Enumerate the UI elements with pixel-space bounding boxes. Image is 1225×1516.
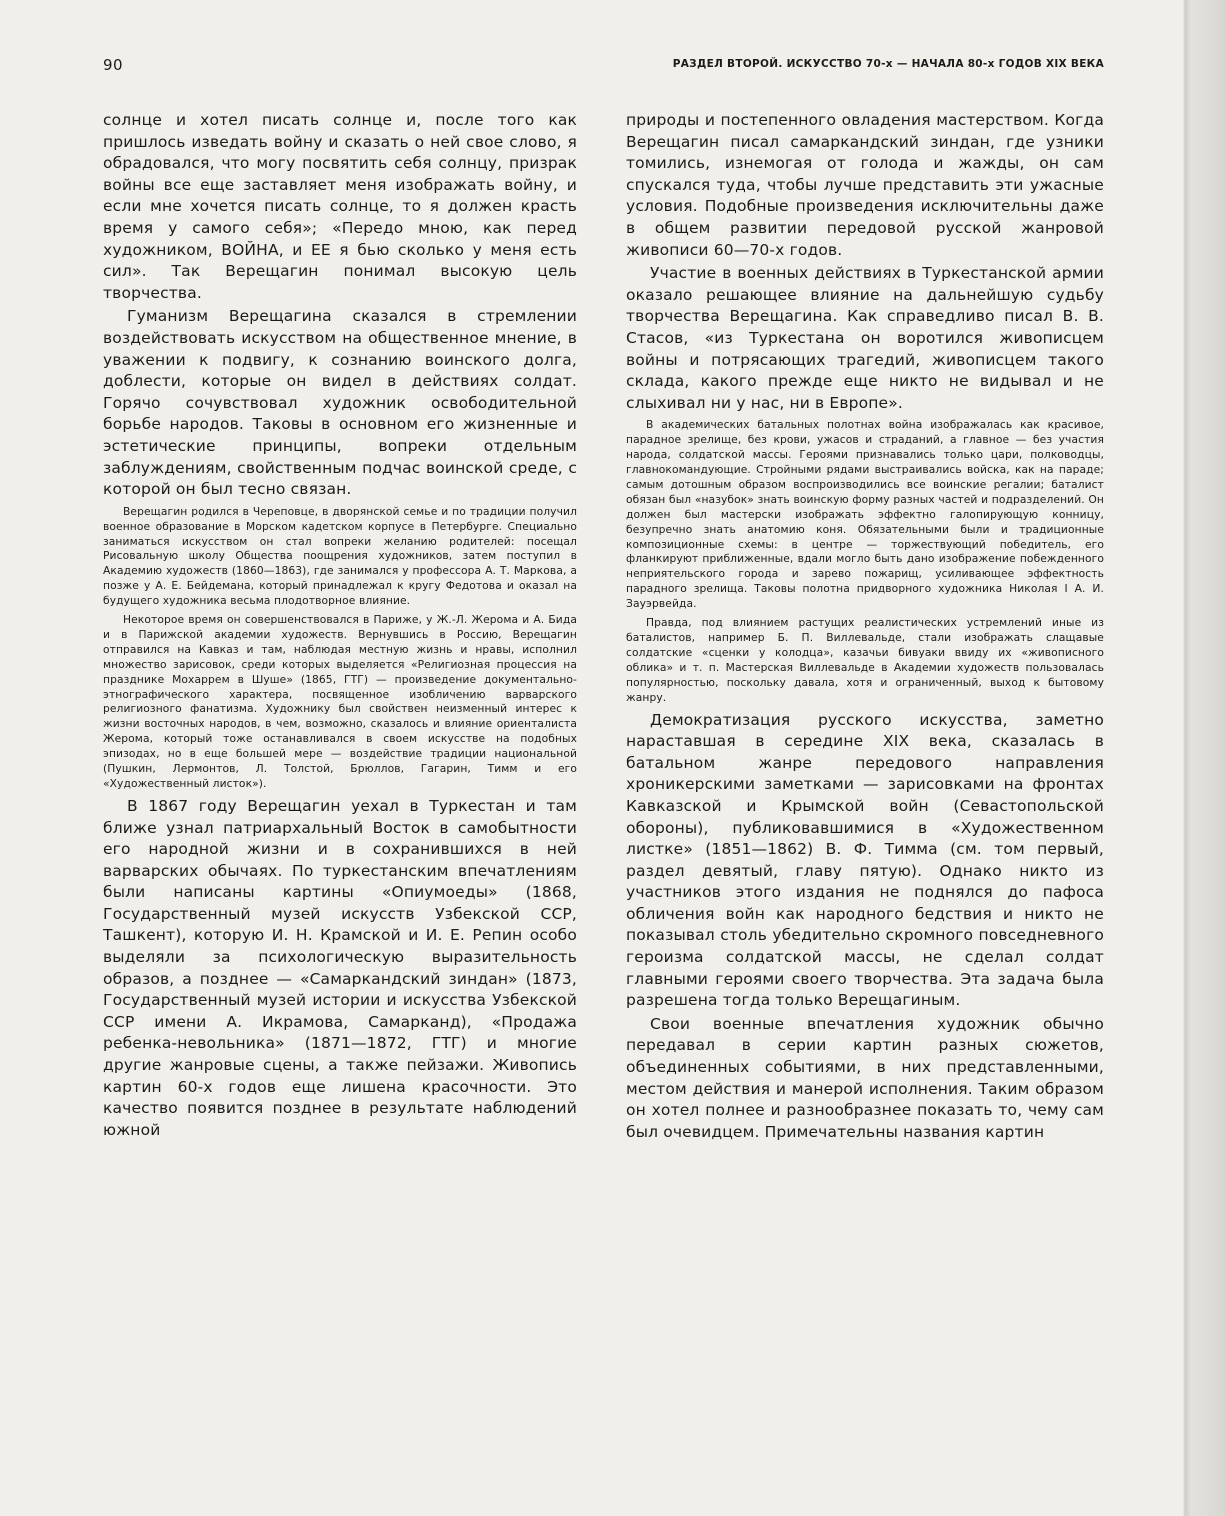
small-print-paragraph: Правда, под влиянием растущих реалистических устремлений иные из баталистов, например Б. П. Виллевальде, стали изображать слащавые солдатские «сценки у колодца», казачьи бивуаки ввиду их «живописного облика» и т. п. Мастерская Виллевальде в Академии художеств пользовалась популярностью, поскольку давала, хотя и ограниченный, выход к бытовому жанру. (626, 616, 1104, 704)
right-column (626, 110, 1104, 1143)
paragraph: В 1867 году Верещагин уехал в Туркестан и там ближе узнал патриархальный Восток в самобытности его народной жизни и в сохранившихся в ней варварских обычаях. По туркестанским впечатлениям были написаны картины «Опиумоеды» (1868, Государственный музей искусств Узбекской ССР, Ташкент), которую И. Н. Крамской и И. Е. Репин особо выделяли за психологическую выразительность образов, а позднее — «Самаркандский зиндан» (1873, Государственный музей истории и искусства Узбекской ССР имени А. Икрамова, Самарканд), «Продажа ребенка-невольника» (1871—1872, ГТГ) и многие другие жанровые сцены, а также пейзажи. Живопись картин 60-х годов еще лишена красочности. Это качество появится позднее в результате наблюдений южной (103, 796, 577, 1139)
paragraph: Свои военные впечатления художник обычно передавал в серии картин разных сюжетов, объединенных событиями, в них представленными, местом действия и манерой исполнения. Таким образом он хотел полнее и разнообразнее показать то, чему сам был очевидцем. Примечательны названия картин (626, 1014, 1104, 1141)
small-print-paragraph: В академических батальных полотнах война изображалась как красивое, парадное зрелище, без крови, ужасов и страданий, а главное — без участия народа, солдатской массы. Героями признавались только цари, полководцы, главнокомандующие. Стройными рядами выстраивались войска, как на параде; самым дотошным образом воспроизводились все воинские регалии; баталист обязан был «назубок» знать воинскую форму разных частей и подразделений. Он должен был мастерски изображать эффектно галопирующую конницу, безупречно знать анатомию коня. Обязательными были и традиционные композиционные схемы: в центре — торжествующий победитель, его фланкируют приближенные, вдали могло быть дано изображение побежденного неприятельского города и зарево пожарищ, усиливающее эффектность парадного зрелища. Таковы полотна придворного художника Николая I А. И. Зауэрвейда. (626, 418, 1104, 611)
paragraph: Участие в военных действиях в Туркестанской армии оказало решающее влияние на дальнейшую судьбу творчества Верещагина. Как справедливо писал В. В. Стасов, «из Туркестана он воротился живописцем войны и потрясающих трагедий, живописцем такого склада, какого прежде еще никто не видывал и не слыхивал ни у нас, ни в Европе». (626, 264, 1104, 412)
paragraph: Гуманизм Верещагина сказался в стремлении воздействовать искусством на общественное мнение, в уважении к подвигу, к сознанию воинского долга, доблести, которые он видел в действиях солдат. Горячо сочувствовал художник освободительной борьбе народов. Таковы в основном его жизненные и эстетические принципы, вопреки отдельным заблуждениям, свойственным подчас воинской среде, с которой он был тесно связан. (103, 307, 577, 499)
small-print-paragraph: Верещагин родился в Череповце, в дворянской семье и по традиции получил военное образование в Морском кадетском корпусе в Петербурге. Специально заниматься искусством он стал вопреки желанию родителей: посещал Рисовальную школу Общества поощрения художников, затем поступил в Академию художеств (1860—1863), где занимался у профессора А. Т. Маркова, а позже у А. Е. Бейдемана, который принадлежал к кругу Федотова и оказал на будущего художника весьма плодотворное влияние. (103, 504, 577, 608)
paragraph: солнце и хотел писать солнце и, после того как пришлось изведать войну и сказать о ней свое слово, я обрадовался, что могу посвятить себя солнцу, призрак войны все еще заставляет меня изображать войну, и если мне хочется писать солнце, то я должен красть время у самого себя»; «Передо мною, как перед художником, ВОЙНА, и ЕЕ я бью сколько у меня есть сил». Так Верещагин понимал высокую цель творчества. (103, 111, 577, 302)
paragraph: Демократизация русского искусства, заметно нараставшая в середине XIX века, сказалась в батальном жанре передового направления хроникерскими заметками — зарисовками на фронтах Кавказской и Крымской войн (Севастопольской обороны), публиковавшимися в «Художественном листке» (1851—1862) В. Ф. Тимма (см. том первый, раздел девятый, главу пятую). Однако никто из участников этого издания не поднялся до пафоса обличения войн как народного бедствия и никто не показывал столь убедительно скромного повседневного героизма солдатской массы, не сделал солдат главными героями своего творчества. Эта задача была разрешена тогда только Верещагиным. (626, 710, 1104, 1010)
running-head: РАЗДЕЛ ВТОРОЙ. ИСКУССТВО 70-х — НАЧАЛА 80-х ГОДОВ XIX ВЕКА (672, 58, 1104, 70)
page-edge-shadow (1183, 0, 1225, 1516)
small-print-paragraph: Некоторое время он совершенствовался в Париже, у Ж.-Л. Жерома и А. Бида и в Парижской академии художеств. Вернувшись в Россию, Верещагин отправился на Кавказ и там, наблюдая местную жизнь и нравы, исполнил множество зарисовок, среди которых выделяется «Религиозная процессия на празднике Мохаррем в Шуше» (1865, ГТГ) — произведение документально-этнографического характера, посвященное изобличению варварского религиозного фанатизма. Художнику был свойствен неизменный интерес к жизни восточных народов, в чем, возможно, сказалось и влияние ориенталиста Жерома, который тоже останавливался в своем искусстве на подобных эпизодах, но в еще большей мере — воздействие традиции национальной (Пушкин, Лермонтов, Л. Толстой, Брюллов, Гагарин, Тимм и его «Художественный листок»). (103, 613, 577, 790)
paragraph: природы и постепенного овладения мастерством. Когда Верещагин писал самаркандский зиндан, где узники томились, изнемогая от голода и жажды, он сам спускался туда, чтобы лучше представить эти ужасные условия. Подобные произведения исключительны даже в общем развитии передовой русской жанровой живописи 60—70-х годов. (626, 111, 1104, 259)
page-number: 90 (103, 56, 124, 74)
left-column (103, 110, 577, 1141)
